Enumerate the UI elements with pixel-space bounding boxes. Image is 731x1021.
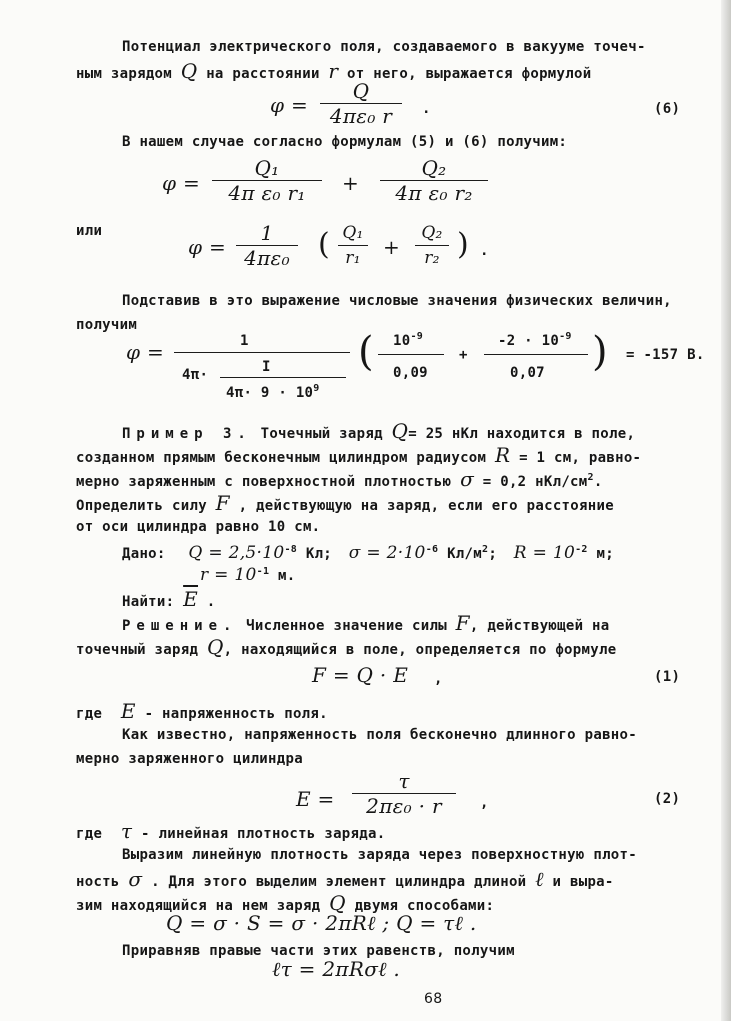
eqnum-inner-one: I — [262, 359, 271, 375]
gde1 — [76, 699, 328, 723]
eqnum-rparen: ) — [592, 329, 608, 375]
eqalt-dot: . — [480, 243, 489, 259]
prir-line: Приравняв правые части этих равенств, получим — [122, 943, 515, 959]
symbol-Q: Q — [329, 891, 346, 915]
eqnum-lhs: φ = — [126, 340, 165, 364]
exponent: -6 — [425, 544, 439, 555]
symbol-l: ℓ — [535, 867, 544, 891]
unit: Кл; — [305, 546, 333, 562]
exponent: -9 — [559, 331, 572, 342]
eqalt-lhs: φ = — [188, 235, 227, 259]
example-line3 — [76, 467, 603, 491]
p3-line2: получим — [76, 317, 138, 333]
given-line1 — [122, 544, 614, 563]
denominator: r₂ — [424, 248, 440, 268]
exponent: -8 — [284, 544, 298, 555]
symbol-F: F — [215, 491, 230, 515]
eqsum-plus: + — [342, 171, 360, 195]
example-line2 — [76, 443, 642, 467]
given-sigma: σ = 2·10 — [348, 543, 426, 563]
eq6-numerator: Q — [352, 79, 370, 103]
eq6-lhs: φ = — [270, 93, 309, 117]
eq1-comma: , — [434, 671, 443, 687]
eqnum-plus: + — [459, 347, 468, 363]
example-line5: от оси цилиндра равно 10 см. — [76, 519, 321, 535]
eq-two-ways: Q = σ · S = σ · 2πRℓ ; Q = τℓ . — [166, 911, 477, 935]
eq6-dot: . — [422, 101, 431, 117]
given-R: R = 10 — [513, 543, 576, 563]
find-label: Найти: — [122, 594, 175, 610]
text-segment: Точечный заряд — [260, 426, 383, 442]
eqnum-t2-bar — [484, 354, 588, 355]
exponent: 2 — [482, 544, 489, 555]
text-segment: и выра- — [552, 874, 614, 890]
unit: м. — [278, 568, 296, 584]
symbol-Q: Q — [180, 59, 198, 83]
p3-line1: Подставив в это выражение числовые значения физических величин, — [122, 293, 672, 309]
text-segment: = 1 см, равно- — [519, 450, 642, 466]
eq2-comma: , — [480, 795, 489, 811]
eqnum-inner-den — [226, 384, 320, 402]
eq6-fraction — [320, 80, 402, 127]
text-segment: от него, выражается формулой — [347, 66, 592, 82]
eqnum-inner-bar — [220, 377, 346, 378]
text-segment: ным зарядом — [76, 66, 173, 82]
symbol-F: F — [455, 611, 470, 635]
text-segment: мерно заряженным с поверхностной плотностью — [76, 474, 452, 490]
eq2-label: (2) — [654, 791, 681, 807]
text-segment: Определить силу — [76, 498, 207, 514]
given-r: r = 10 — [200, 565, 257, 585]
eqalt-lparen: ( — [318, 227, 331, 262]
ili: или — [76, 223, 103, 239]
eqnum-lparen: ( — [358, 329, 374, 375]
denominator: r₁ — [345, 248, 361, 268]
exponent: -9 — [410, 331, 424, 342]
eq6-denominator: 4πε₀ r — [329, 104, 393, 128]
denominator: 4π ε₀ r₁ — [228, 181, 306, 205]
gde2 — [76, 819, 386, 843]
solution-line1 — [122, 611, 610, 635]
denominator: 4πε₀ — [244, 246, 290, 270]
exponent: 2 — [587, 472, 594, 483]
numerator: 1 — [260, 221, 274, 245]
numerator: Q₁ — [342, 223, 364, 243]
symbol-Q: Q — [206, 635, 224, 659]
text-segment: 10 — [393, 333, 411, 349]
example-line4 — [76, 491, 614, 515]
numerator: τ — [398, 769, 410, 793]
eqnum-pi: 4π· — [182, 367, 209, 383]
numerator: Q₁ — [254, 156, 280, 180]
eqnum-main-bar — [174, 352, 350, 353]
page-edge-shadow — [721, 0, 731, 1021]
text-segment: - линейная плотность заряда. — [141, 826, 386, 842]
text-segment: зим находящийся на нем заряд — [76, 898, 321, 914]
exponent: -2 — [575, 544, 588, 555]
solution-line2 — [76, 635, 617, 659]
fraction-bar — [415, 245, 449, 246]
text-segment: двумя способами: — [354, 898, 495, 914]
symbol-sigma: σ — [128, 867, 143, 891]
denominator: 2πε₀ · r — [366, 794, 442, 818]
kak-line1: Как известно, напряженность поля бесконечно длинного равно- — [122, 727, 637, 743]
eqnum-t1-num — [393, 332, 423, 350]
eq6-label: (6) — [654, 101, 681, 117]
text-segment: созданном прямым бесконечным цилиндром радиусом — [76, 450, 487, 466]
p2: В нашем случае согласно формулам (5) и (6) получим: — [122, 134, 568, 150]
text-segment: 4π· 9 · 10 — [226, 385, 314, 401]
example-line1 — [122, 419, 636, 443]
numerator: Q₂ — [421, 156, 447, 180]
eqnum-t2-num — [498, 332, 572, 350]
vyr-line1: Выразим линейную плотность заряда через поверхностную плот- — [122, 847, 637, 863]
eq-last: ℓτ = 2πRσℓ . — [272, 957, 401, 981]
eqsum-lhs: φ = — [162, 171, 201, 195]
eq1-formula: F = Q · E — [312, 663, 409, 687]
eqnum-result: = -157 В. — [626, 347, 705, 363]
symbol-r: r — [328, 59, 339, 83]
text-segment: . Для этого выделим элемент цилиндра длиной — [151, 874, 527, 890]
text-segment: ность — [76, 874, 120, 890]
text-segment: - напряженность поля. — [144, 706, 328, 722]
text-segment: на расстоянии — [206, 66, 320, 82]
exponent: -1 — [256, 566, 270, 577]
p1-line1: Потенциал электрического поля, создаваемого в вакууме точеч- — [122, 39, 646, 55]
eqnum-t1-bar — [378, 354, 444, 355]
given-label: Дано: — [122, 546, 166, 562]
unit: м; — [596, 546, 614, 562]
numerator: Q₂ — [421, 223, 443, 243]
eqnum-t2-den: 0,07 — [510, 365, 545, 381]
given-line2 — [200, 566, 295, 585]
page-number: 68 — [424, 991, 443, 1007]
text-segment: где — [76, 826, 103, 842]
eq1-label: (1) — [654, 669, 681, 685]
symbol-R: R — [494, 443, 511, 467]
text-segment: точечный заряд — [76, 642, 199, 658]
vyr-line2 — [76, 867, 614, 891]
eqalt-fraction — [236, 222, 298, 269]
symbol-Q: Q — [391, 419, 409, 443]
unit: Кл/м — [447, 546, 482, 562]
symbol-sigma: σ — [460, 467, 475, 491]
text-segment: = 0,2 нКл/см — [482, 474, 588, 490]
text-segment: , действующей на — [469, 618, 610, 634]
text-segment: ; — [488, 546, 498, 562]
text-segment: Численное значение силы — [246, 618, 447, 634]
symbol-tau: τ — [120, 819, 133, 843]
eqalt-plus: + — [383, 235, 401, 259]
text-segment: , действующую на заряд, если его расстояние — [238, 498, 614, 514]
eqsum-fraction2 — [380, 157, 488, 204]
text-segment: где — [76, 706, 103, 722]
find-line — [122, 587, 216, 611]
eqalt-frac-q1 — [338, 222, 368, 269]
eqnum-t1-den: 0,09 — [393, 365, 428, 381]
exponent: 9 — [313, 383, 320, 394]
solution-title: Решение. — [122, 618, 238, 634]
fraction-bar — [338, 245, 368, 246]
text-segment: , находящийся в поле, определяется по формуле — [223, 642, 617, 658]
eqnum-one: 1 — [240, 333, 249, 349]
text-segment: . — [206, 594, 216, 610]
eq2-fraction — [352, 770, 456, 817]
text-segment: = 25 нКл находится в поле, — [408, 426, 636, 442]
eqalt-rparen: ) — [457, 227, 470, 262]
given-Q: Q = 2,5·10 — [188, 543, 285, 563]
eq2-lhs: E = — [296, 787, 335, 811]
kak-line2: мерно заряженного цилиндра — [76, 751, 303, 767]
denominator: 4π ε₀ r₂ — [395, 181, 473, 205]
eqalt-frac-q2 — [415, 222, 449, 269]
text-segment: . — [593, 474, 603, 490]
example-title: Пример 3. — [122, 426, 252, 442]
text-segment: -2 · 10 — [498, 333, 560, 349]
vector-E: $\overline{E}$ — [183, 587, 199, 611]
symbol-E: E — [120, 699, 136, 723]
eqsum-fraction1 — [212, 157, 322, 204]
